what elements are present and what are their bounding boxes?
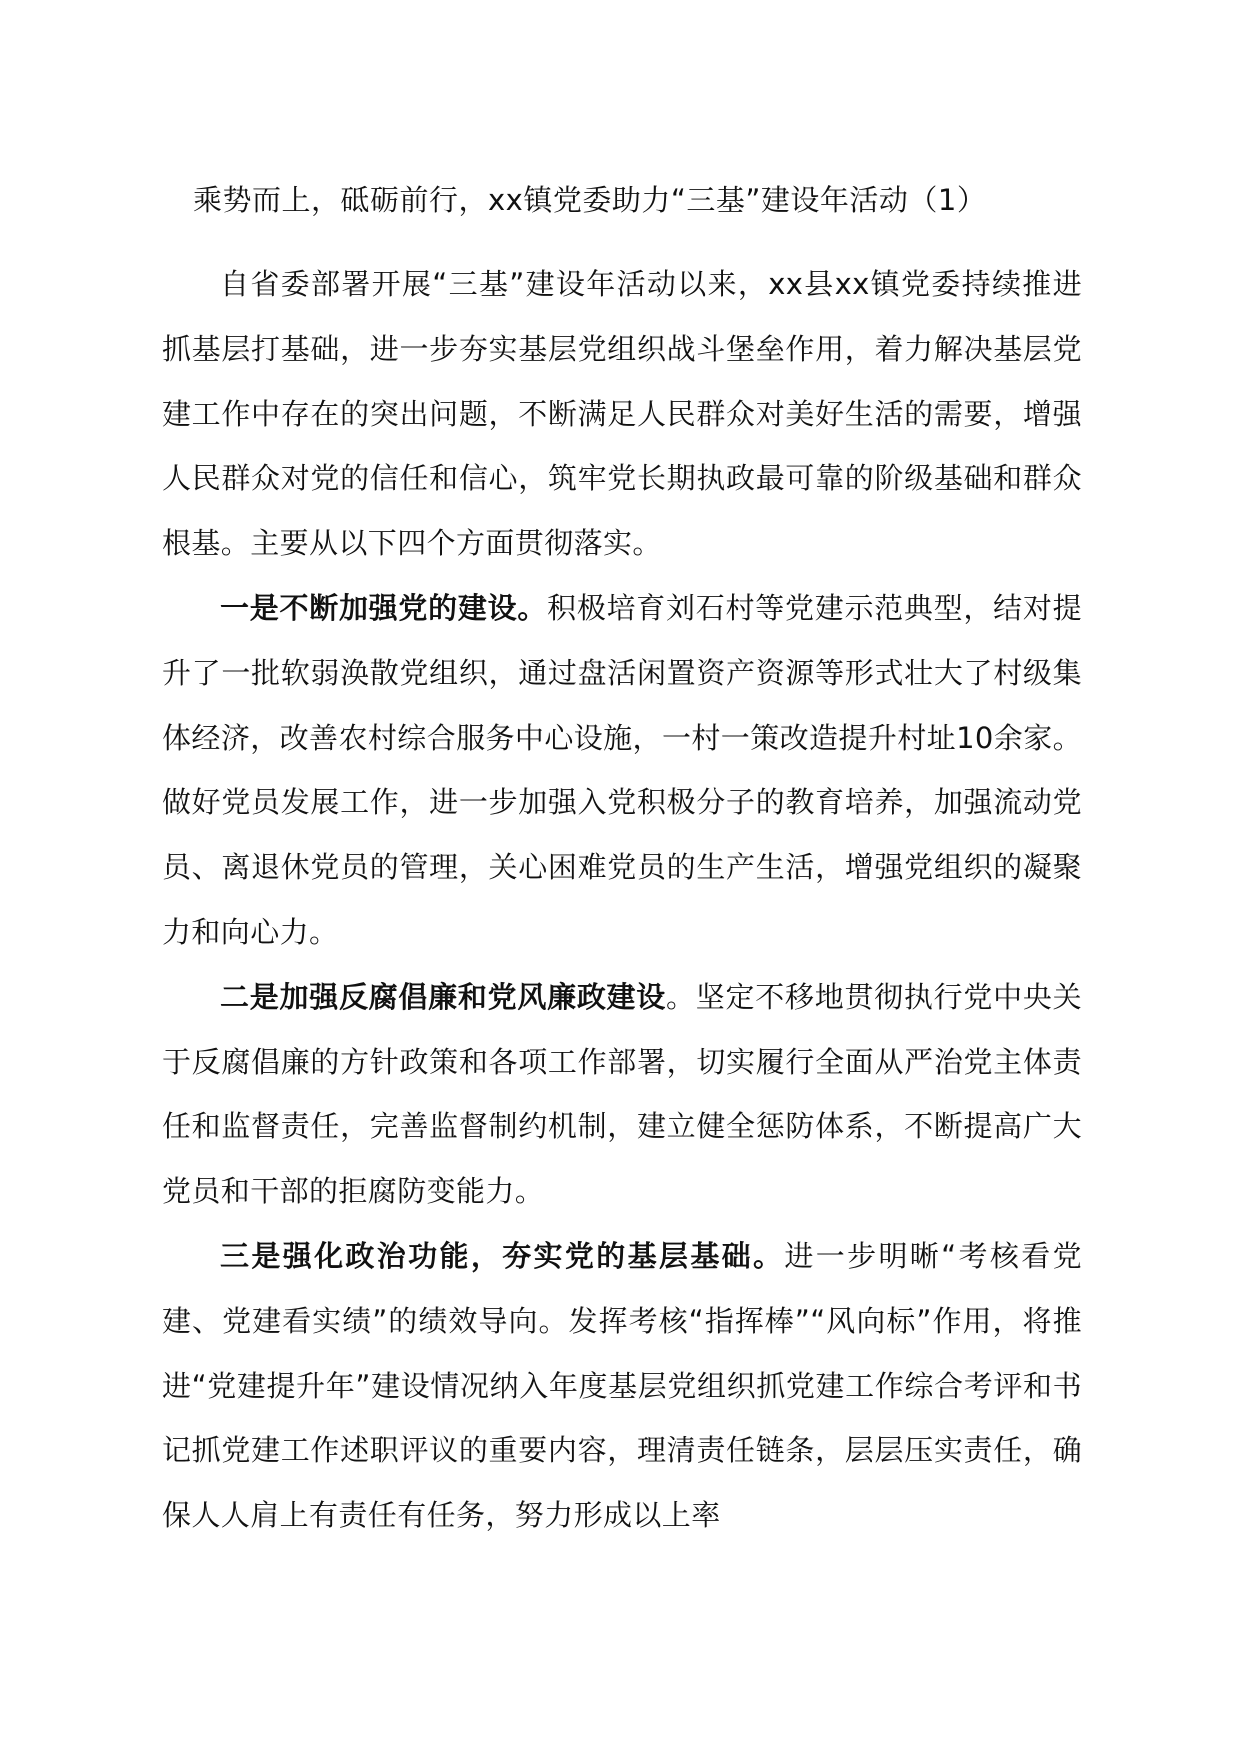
paragraph-point-two (162, 965, 1082, 1224)
paragraph-text: 进一步明晰“考核看党建、党建看实绩”的绩效导向。发挥考核“指挥棒”“风向标”作用，将推进“党建提升年”建设情况纳入年度基层党组织抓党建工作综合考评和书记抓党建工作述职评议的重要内容，理清责任链条，层层压实责任，确保人人肩上有责任有任务，努力形成以上率 (162, 1238, 1083, 1533)
paragraph-text: 。坚定不移地贯彻执行党中央关于反腐倡廉的方针政策和各项工作部署，切实履行全面从严治党主体责任和监督责任，完善监督制约机制，建立健全惩防体系，不断提高广大党员和干部的拒腐防变能力。 (162, 979, 1082, 1209)
paragraph-text: 积极培育刘石村等党建示范典型，结对提升了一批软弱涣散党组织，通过盘活闲置资产资源等形式壮大了村级集体经济，改善农村综合服务中心设施，一村一策改造提升村址10余家。做好党员发展工作，进一步加强入党积极分子的教育培养，加强流动党员、离退休党员的管理，关心困难党员的生产生活，增强党组织的凝聚力和向心力。 (162, 590, 1082, 949)
paragraph-point-three (162, 1224, 1082, 1548)
paragraph-lead: 二是加强反腐倡廉和党风廉政建设 (220, 979, 667, 1014)
paragraph-lead: 一是不断加强党的建设。 (220, 590, 548, 625)
paragraph-text: 自省委部署开展“三基”建设年活动以来，xx县xx镇党委持续推进抓基层打基础，进一步夯实基层党组织战斗堡垒作用，着力解决基层党建工作中存在的突出问题，不断满足人民群众对美好生活的需要，增强人民群众对党的信任和信心，筑牢党长期执政最可靠的阶级基础和群众根基。主要从以下四个方面贯彻落实。 (162, 267, 1082, 561)
paragraph-intro (162, 252, 1082, 576)
paragraph-point-one (162, 576, 1082, 965)
paragraph-lead: 三是强化政治功能，夯实党的基层基础。 (220, 1238, 785, 1273)
document-title: 乘势而上，砥砺前行，xx镇党委助力“三基”建设年活动（1） (193, 183, 987, 217)
document-body (162, 252, 1082, 1548)
